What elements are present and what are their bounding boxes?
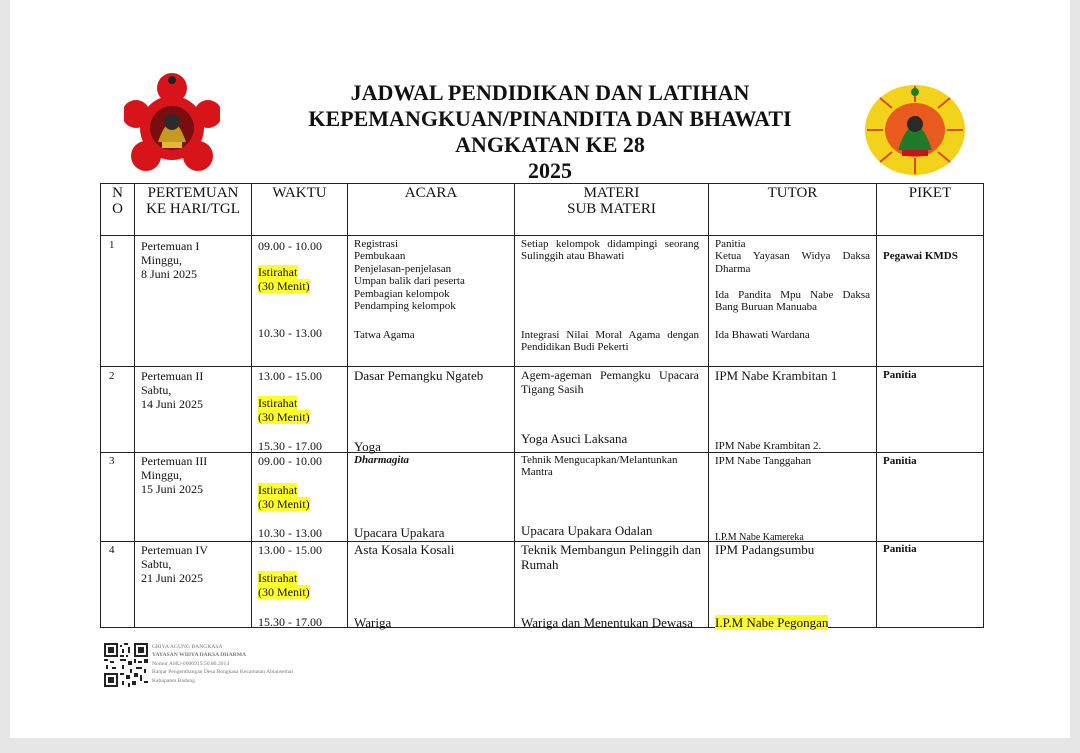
header-pertemuan: PERTEMUAN KE HARI/TGL — [135, 184, 252, 236]
table-header-row — [101, 184, 984, 236]
title-line-3: ANGKATAN KE 28 — [455, 132, 645, 157]
cell-acara: Registrasi Pembukaan Penjelasan-penjelasan Umpan balik dari peserta Pembagian kelompok Pendamping kelompok Tatwa Agama — [348, 236, 515, 367]
header-materi: MATERI SUB MATERI — [515, 184, 709, 236]
cell-waktu: 09.00 - 10.00 Istirahat (30 Menit) 10.30 - 13.00 — [252, 453, 348, 542]
table-row — [101, 236, 984, 367]
left-emblem-logo — [124, 72, 220, 176]
cell-materi: Tehnik Mengucapkan/Melantunkan Mantra Upacara Upakara Odalan — [515, 453, 709, 542]
right-sun-logo — [862, 80, 968, 176]
break-label: Istirahat — [258, 483, 298, 497]
break-label: Istirahat — [258, 396, 298, 410]
header-waktu: WAKTU — [252, 184, 348, 236]
table-row — [101, 367, 984, 453]
cell-pertemuan: Pertemuan II Sabtu, 14 Juni 2025 — [135, 367, 252, 453]
cell-materi: Setiap kelompok didampingi seorang Sulinggih atau Bhawati Integrasi Nilai Moral Agama dengan Pendidikan Budi Pekerti — [515, 236, 709, 367]
footer-text: GRIYA AGUNG BANGKASA YAYASAN WIDYA DAKSA DHARMA Nomor AHU-0006915.50.80.2014 Banjar Pengembangan Desa Bongkasa Kecamatan Abiansemal Kabupaten Badung — [152, 644, 293, 684]
cell-materi: Agem-ageman Pemangku Upacara Tigang Sasih Yoga Asuci Laksana — [515, 367, 709, 453]
highlighted-tutor: I.P.M Nabe Pegongan — [715, 615, 829, 630]
break-duration: (30 Menit) — [258, 279, 310, 293]
cell-pertemuan: Pertemuan IV Sabtu, 21 Juni 2025 — [135, 542, 252, 628]
cell-no: 3 — [101, 453, 135, 542]
title-line-1: JADWAL PENDIDIKAN DAN LATIHAN — [350, 80, 750, 105]
cell-tutor: IPM Nabe Tanggahan I.P.M Nabe Kamereka — [709, 453, 877, 542]
cell-no: 2 — [101, 367, 135, 453]
qr-code — [104, 643, 148, 687]
break-duration: (30 Menit) — [258, 585, 310, 599]
cell-pertemuan: Pertemuan III Minggu, 15 Juni 2025 — [135, 453, 252, 542]
schedule-table — [100, 183, 984, 628]
cell-materi: Teknik Membangun Pelinggih dan Rumah Wariga dan Menentukan Dewasa — [515, 542, 709, 628]
cell-piket: Pegawai KMDS — [877, 236, 984, 367]
break-label: Istirahat — [258, 571, 298, 585]
table-row — [101, 453, 984, 542]
break-label: Istirahat — [258, 265, 298, 279]
cell-piket: Panitia — [877, 542, 984, 628]
break-duration: (30 Menit) — [258, 497, 310, 511]
cell-tutor: IPM Nabe Krambitan 1 IPM Nabe Krambitan 2. — [709, 367, 877, 453]
cell-piket: Panitia — [877, 367, 984, 453]
cell-waktu: 13.00 - 15.00 Istirahat (30 Menit) 15.30 - 17.00 — [252, 542, 348, 628]
header-piket: PIKET — [877, 184, 984, 236]
cell-acara: Asta Kosala Kosali Wariga — [348, 542, 515, 628]
cell-tutor: IPM Padangsumbu I.P.M Nabe Pegongan — [709, 542, 877, 628]
header-tutor: TUTOR — [709, 184, 877, 236]
document-title — [260, 80, 840, 184]
cell-tutor: Panitia Ketua Yayasan Widya Daksa Dharma Ida Pandita Mpu Nabe Daksa Bang Buruan Manuaba Ida Bhawati Wardana — [709, 236, 877, 367]
cell-piket: Panitia — [877, 453, 984, 542]
table-row — [101, 542, 984, 628]
cell-pertemuan: Pertemuan I Minggu, 8 Juni 2025 — [135, 236, 252, 367]
break-duration: (30 Menit) — [258, 410, 310, 424]
title-line-4: 2025 — [528, 158, 572, 183]
header-no: N O — [101, 184, 135, 236]
cell-no: 1 — [101, 236, 135, 367]
cell-acara: Dasar Pemangku Ngateb Yoga — [348, 367, 515, 453]
cell-waktu: 09.00 - 10.00 Istirahat (30 Menit) 10.30 - 13.00 — [252, 236, 348, 367]
cell-waktu: 13.00 - 15.00 Istirahat (30 Menit) 15.30 - 17.00 — [252, 367, 348, 453]
cell-no: 4 — [101, 542, 135, 628]
title-line-2: KEPEMANGKUAN/PINANDITA DAN BHAWATI — [308, 106, 792, 131]
cell-acara: Dharmagita Upacara Upakara — [348, 453, 515, 542]
header-acara: ACARA — [348, 184, 515, 236]
